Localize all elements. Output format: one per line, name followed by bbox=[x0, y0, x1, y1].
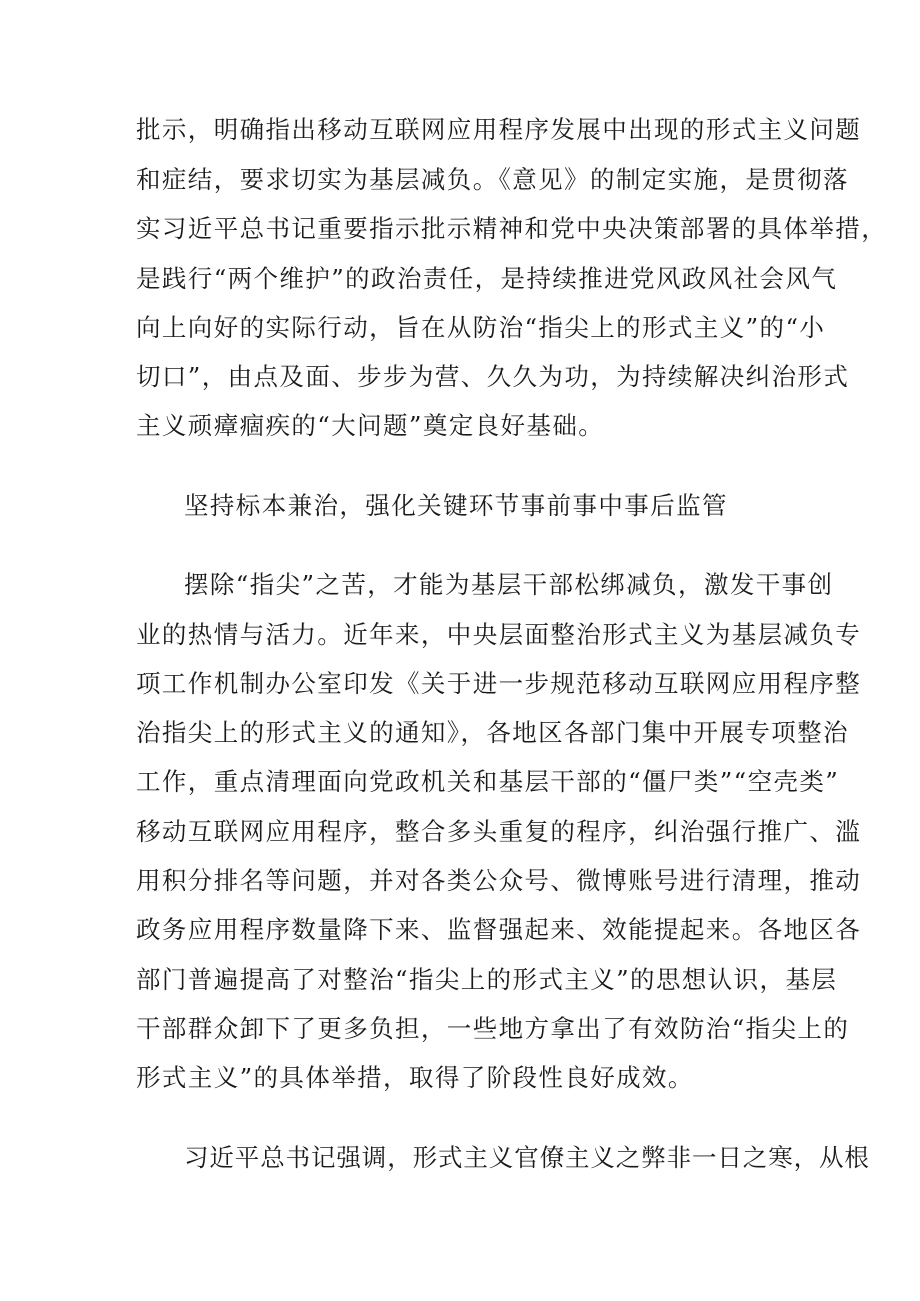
paragraph-1-line: 向上向好的实际行动，旨在从防治“指尖上的形式主义”的“小 bbox=[136, 313, 826, 342]
paragraph-2-line: 项工作机制办公室印发《关于进一步规范移动互联网应用程序整 bbox=[136, 669, 862, 698]
paragraph-2-line: 部门普遍提高了对整治“指尖上的形式主义”的思想认识，基层 bbox=[136, 965, 838, 994]
paragraph-2-line: 业的热情与活力。近年来，中央层面整治形式主义为基层减负专 bbox=[136, 620, 862, 649]
paragraph-2-line: 用积分排名等问题，并对各类公众号、微博账号进行清理，推动 bbox=[136, 866, 862, 895]
paragraph-2-line: 形式主义”的具体举措，取得了阶段性良好成效。 bbox=[136, 1063, 694, 1092]
paragraph-1-line: 批示，明确指出移动互联网应用程序发展中出现的形式主义问题 bbox=[136, 115, 862, 144]
section-heading: 坚持标本兼治，强化关键环节事前事中事后监管 bbox=[184, 491, 728, 520]
paragraph-1-line: 实习近平总书记重要指示批示精神和党中央决策部署的具体举措， bbox=[136, 214, 888, 243]
paragraph-1-line: 和症结，要求切实为基层减负。《意见》的制定实施，是贯彻落 bbox=[136, 165, 849, 194]
paragraph-3-line: 习近平总书记强调，形式主义官僚主义之弊非一日之寒，从根 bbox=[184, 1143, 870, 1172]
paragraph-2-line: 工作，重点清理面向党政机关和基层干部的“僵尸类”“空壳类” bbox=[136, 767, 840, 796]
paragraph-1-line: 是践行“两个维护”的政治责任，是持续推进党风政风社会风气 bbox=[136, 264, 838, 293]
paragraph-2-line: 政务应用程序数量降下来、监督强起来、效能提起来。各地区各 bbox=[136, 915, 862, 944]
paragraph-2-line: 治指尖上的形式主义的通知》，各地区各部门集中开展专项整治 bbox=[136, 718, 849, 747]
paragraph-1-line: 主义顽瘴痼疾的“大问题”奠定良好基础。 bbox=[136, 411, 605, 440]
paragraph-1-line: 切口”，由点及面、步步为营、久久为功，为持续解决纠治形式 bbox=[136, 362, 850, 391]
paragraph-2-line: 干部群众卸下了更多负担，一些地方拿出了有效防治“指尖上的 bbox=[136, 1014, 850, 1043]
paragraph-2-line: 摆除“指尖”之苦，才能为基层干部松绑减负，激发干事创 bbox=[184, 570, 834, 599]
paragraph-2-line: 移动互联网应用程序，整合多头重复的程序，纠治强行推广、滥 bbox=[136, 817, 862, 846]
